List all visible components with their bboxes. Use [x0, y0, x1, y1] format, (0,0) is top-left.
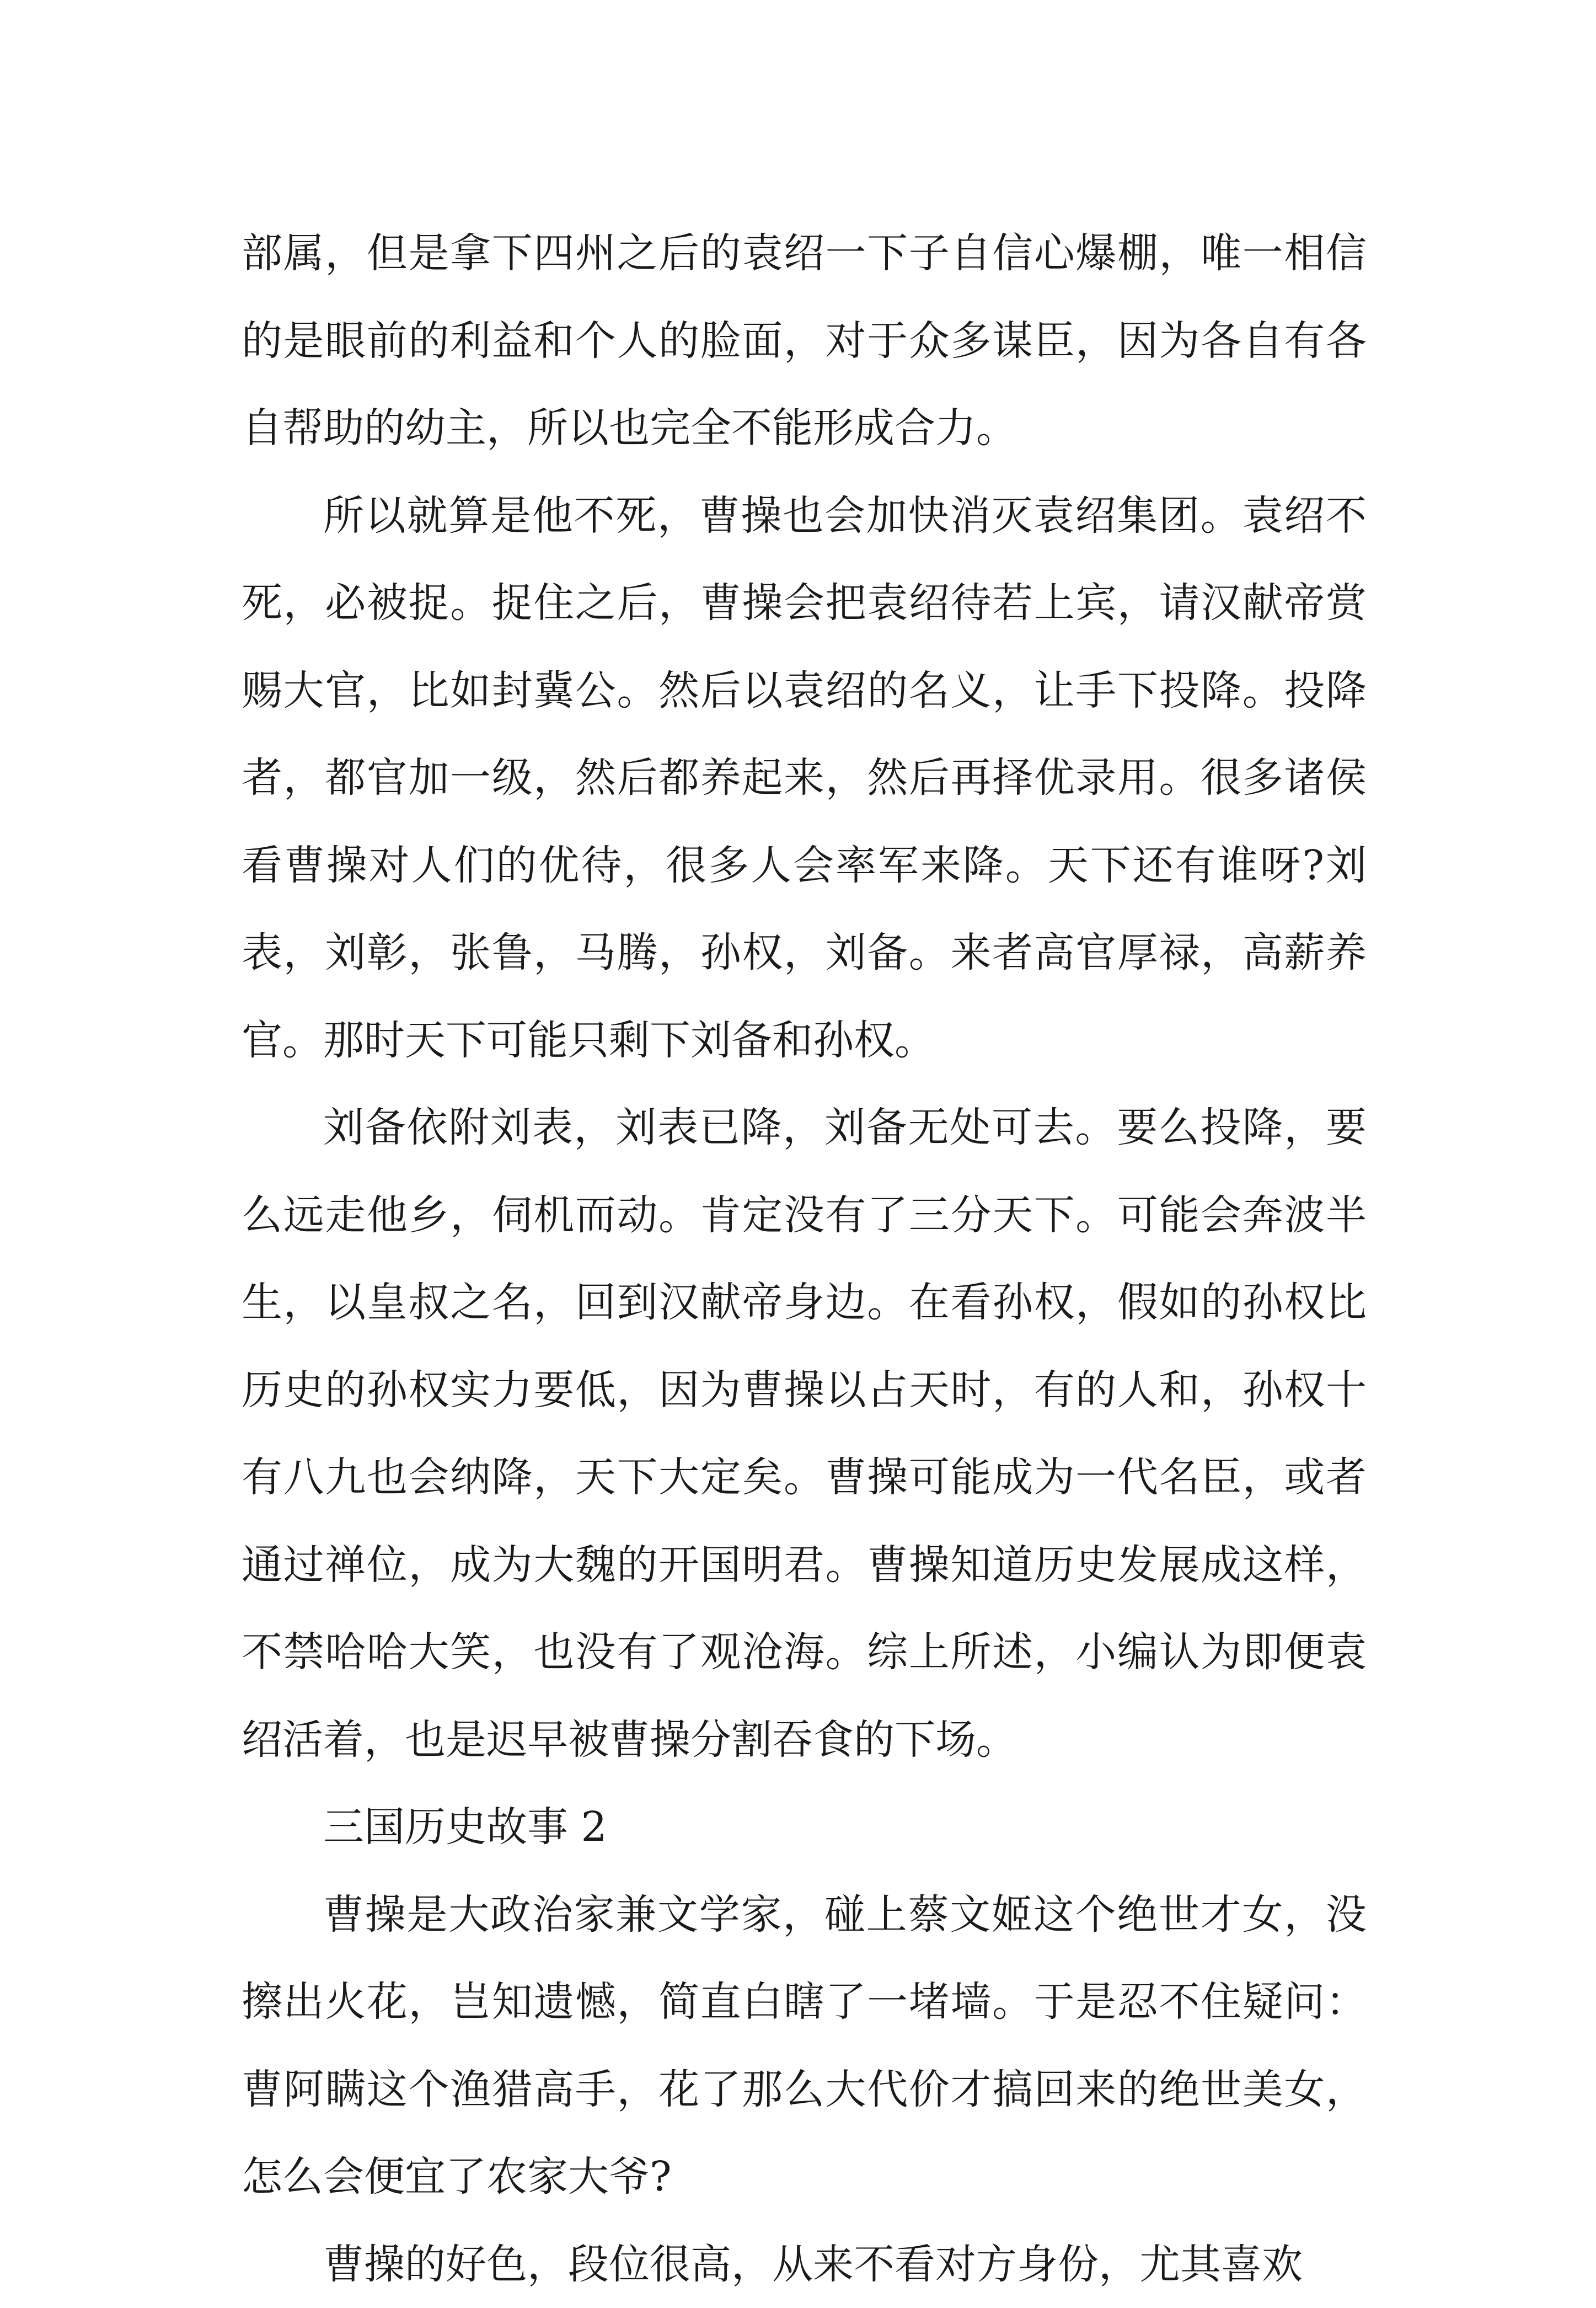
- body-text: [242, 210, 1367, 2308]
- paragraph-continued: 部属，但是拿下四州之后的袁绍一下子自信心爆棚，唯一相信的是眼前的利益和个人的脸面，对于众多谋臣，因为各自有各自帮助的幼主，所以也完全不能形成合力。: [242, 210, 1367, 472]
- paragraph: 刘备依附刘表，刘表已降，刘备无处可去。要么投降，要么远走他乡，伺机而动。肯定没有了三分天下。可能会奔波半生，以皇叔之名，回到汉献帝身边。在看孙权，假如的孙权比历史的孙权实力要低，因为曹操以占天时，有的人和，孙权十有八九也会纳降，天下大定矣。曹操可能成为一代名臣，或者通过禅位，成为大魏的开国明君。曹操知道历史发展成这样，不禁哈哈大笑，也没有了观沧海。综上所述，小编认为即便袁绍活着，也是迟早被曹操分割吞食的下场。: [242, 1084, 1367, 1783]
- paragraph: 曹操是大政治家兼文学家，碰上蔡文姬这个绝世才女，没擦出火花，岂知遗憾，简直白瞎了一堵墙。于是忍不住疑问：曹阿瞒这个渔猎高手，花了那么大代价才搞回来的绝世美女，怎么会便宜了农家大爷?: [242, 1871, 1367, 2221]
- paragraph: 所以就算是他不死，曹操也会加快消灭袁绍集团。袁绍不死，必被捉。捉住之后，曹操会把袁绍待若上宾，请汉献帝赏赐大官，比如封冀公。然后以袁绍的名义，让手下投降。投降者，都官加一级，然后都养起来，然后再择优录用。很多诸侯看曹操对人们的优待，很多人会率军来降。天下还有谁呀?刘表，刘彰，张鲁，马腾，孙权，刘备。来者高官厚禄，高薪养官。那时天下可能只剩下刘备和孙权。: [242, 472, 1367, 1084]
- section-heading: 三国历史故事 2: [242, 1783, 1367, 1871]
- paragraph-truncated: 曹操的好色，段位很高，从来不看对方身份，尤其喜欢: [242, 2221, 1367, 2308]
